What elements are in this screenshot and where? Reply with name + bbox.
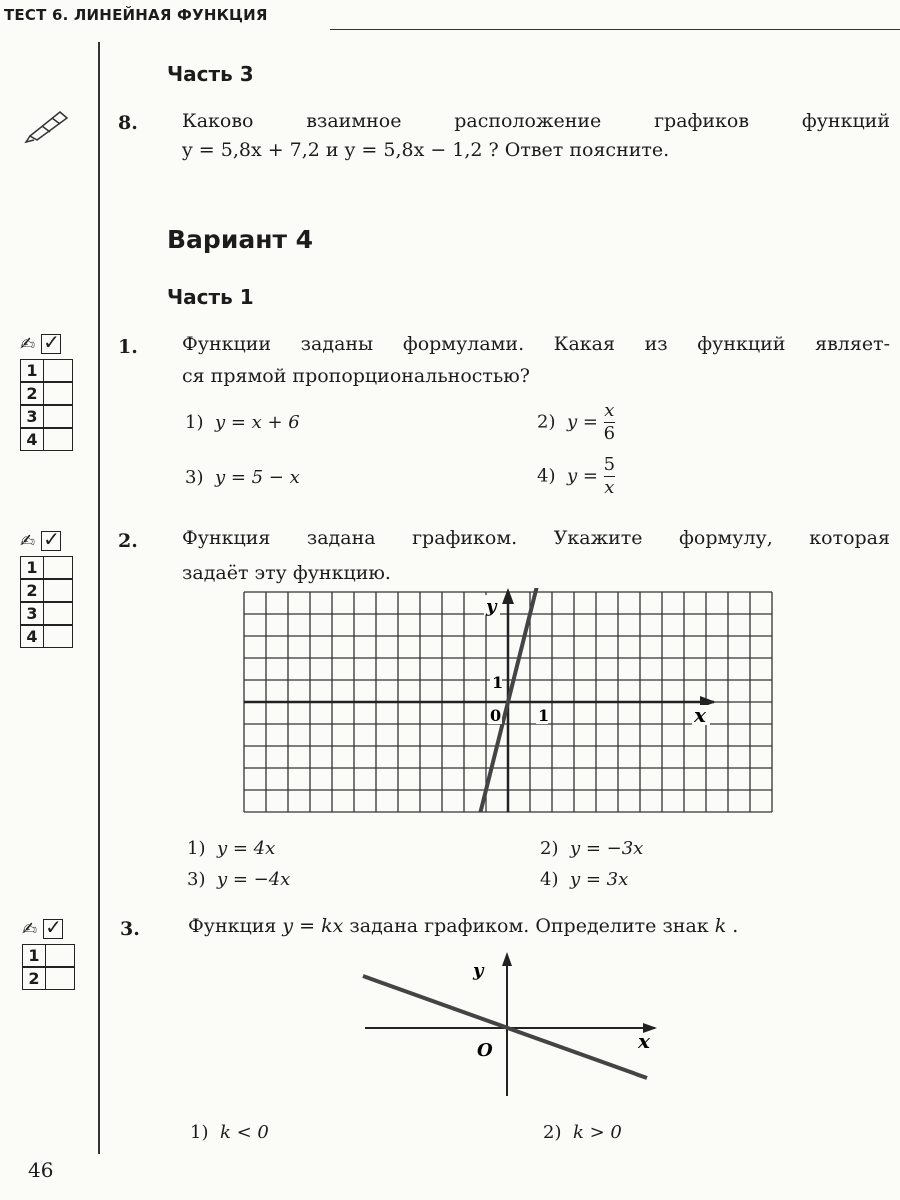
q2-answer-box: [20, 530, 73, 648]
checkbox-icon: [43, 919, 63, 939]
answer-number: 1: [22, 944, 46, 967]
option-formula-lhs: y =: [566, 465, 598, 487]
checkbox-icon: [41, 334, 61, 354]
option-formula: k < 0: [219, 1122, 269, 1143]
q3-text-a: Функция: [188, 915, 277, 937]
option-number: 1): [185, 412, 204, 433]
page-number: 46: [28, 1158, 54, 1182]
answer-cell[interactable]: [46, 967, 75, 990]
q1-answer-box: [20, 333, 73, 451]
option-formula: y = −4x: [216, 869, 291, 890]
q1-text-line1: Функции заданы формулами. Какая из функций являет-: [182, 333, 890, 355]
fraction: [604, 400, 615, 445]
option-number: 1): [190, 1122, 209, 1143]
fraction-denominator: 6: [603, 423, 616, 444]
answer-cell[interactable]: [44, 382, 73, 405]
option-number: 4): [537, 465, 556, 487]
answer-number: 3: [20, 405, 44, 428]
answer-cell[interactable]: [44, 556, 73, 579]
answer-cell[interactable]: [44, 428, 73, 451]
fraction-numerator: 5: [603, 454, 616, 475]
page-header-title: ТЕСТ 6. ЛИНЕЙНАЯ ФУНКЦИЯ: [4, 6, 268, 24]
option-formula: k > 0: [572, 1122, 622, 1143]
option-number: 2): [543, 1122, 562, 1143]
y-unit-label: 1: [492, 673, 504, 692]
option-number: 3): [187, 869, 206, 890]
option-number: 1): [187, 838, 206, 859]
q3-option-2: [543, 1122, 622, 1143]
q1-option-1: [185, 412, 300, 433]
q1-option-2: [537, 400, 615, 445]
q3-answer-box: [22, 918, 75, 990]
answer-number: 2: [20, 579, 44, 602]
x-axis-label: x: [694, 703, 706, 727]
q8-number: 8.: [118, 112, 138, 134]
y-axis-arrow-icon: [502, 952, 512, 966]
q3-text: [188, 910, 738, 943]
q8-text-line1: Каково взаимное расположение графиков функций: [182, 110, 890, 132]
answer-cell[interactable]: [44, 602, 73, 625]
q2-text-line2: задаёт эту функцию.: [182, 562, 391, 584]
q2-text-line1: Функция задана графиком. Укажите формулу, которая: [182, 527, 890, 549]
q3-formula: y = kx: [282, 915, 344, 937]
option-formula-lhs: y =: [566, 411, 598, 433]
q1-option-4: [537, 454, 615, 499]
q2-number: 2.: [118, 530, 138, 552]
x-axis-label: x: [638, 1029, 650, 1053]
answer-cell[interactable]: [44, 359, 73, 382]
pen-icon: [22, 104, 72, 144]
q1-option-3: [185, 467, 300, 488]
q1-text-line2: ся прямой пропорциональностью?: [182, 365, 530, 387]
fraction-denominator: x: [604, 477, 615, 498]
option-formula: y = −3x: [569, 838, 644, 859]
x-unit-label: 1: [538, 706, 550, 725]
q3-graph: [355, 948, 675, 1103]
option-formula: y = 4x: [216, 838, 276, 859]
option-number: 2): [540, 838, 559, 859]
option-formula: y = 5 − x: [214, 467, 300, 488]
origin-label: O: [477, 1040, 493, 1061]
header-rule: [330, 29, 900, 30]
q2-option-4: [540, 869, 628, 890]
variant-heading: Вариант 4: [167, 225, 314, 254]
part1-heading: Часть 1: [167, 285, 254, 309]
part3-heading: Часть 3: [167, 62, 254, 86]
q3-number: 3.: [120, 918, 140, 940]
answer-number: 2: [20, 382, 44, 405]
answer-cell[interactable]: [46, 944, 75, 967]
pencil-icon: ✍: [22, 918, 38, 940]
q2-graph: [240, 588, 780, 816]
q3-k: k: [714, 915, 727, 937]
option-formula: y = x + 6: [214, 412, 300, 433]
fraction-numerator: x: [604, 400, 615, 421]
q2-option-3: [187, 869, 290, 890]
q8-text-line2: y = 5,8x + 7,2 и y = 5,8x − 1,2 ? Ответ поясните.: [182, 139, 670, 161]
q3-text-end: .: [732, 915, 739, 937]
answer-number: 3: [20, 602, 44, 625]
pencil-icon: ✍: [20, 530, 36, 552]
option-number: 2): [537, 411, 556, 433]
option-number: 3): [185, 467, 204, 488]
checkbox-icon: [41, 531, 61, 551]
y-axis-label: y: [473, 960, 484, 981]
fraction: [604, 454, 615, 499]
q3-option-1: [190, 1122, 269, 1143]
answer-cell[interactable]: [44, 625, 73, 648]
option-number: 4): [540, 869, 559, 890]
margin-rule: [98, 42, 100, 1154]
answer-number: 2: [22, 967, 46, 990]
answer-number: 1: [20, 359, 44, 382]
answer-number: 4: [20, 428, 44, 451]
pencil-icon: ✍: [20, 333, 36, 355]
y-axis-label: y: [486, 596, 497, 617]
answer-number: 4: [20, 625, 44, 648]
answer-cell[interactable]: [44, 405, 73, 428]
origin-label: 0: [490, 706, 502, 725]
y-axis-arrow-icon: [502, 588, 514, 604]
answer-number: 1: [20, 556, 44, 579]
option-formula: y = 3x: [569, 869, 629, 890]
q2-option-2: [540, 838, 643, 859]
q2-option-1: [187, 838, 275, 859]
q3-text-b: задана графиком. Определите знак: [349, 915, 709, 937]
answer-cell[interactable]: [44, 579, 73, 602]
q1-number: 1.: [118, 336, 138, 358]
